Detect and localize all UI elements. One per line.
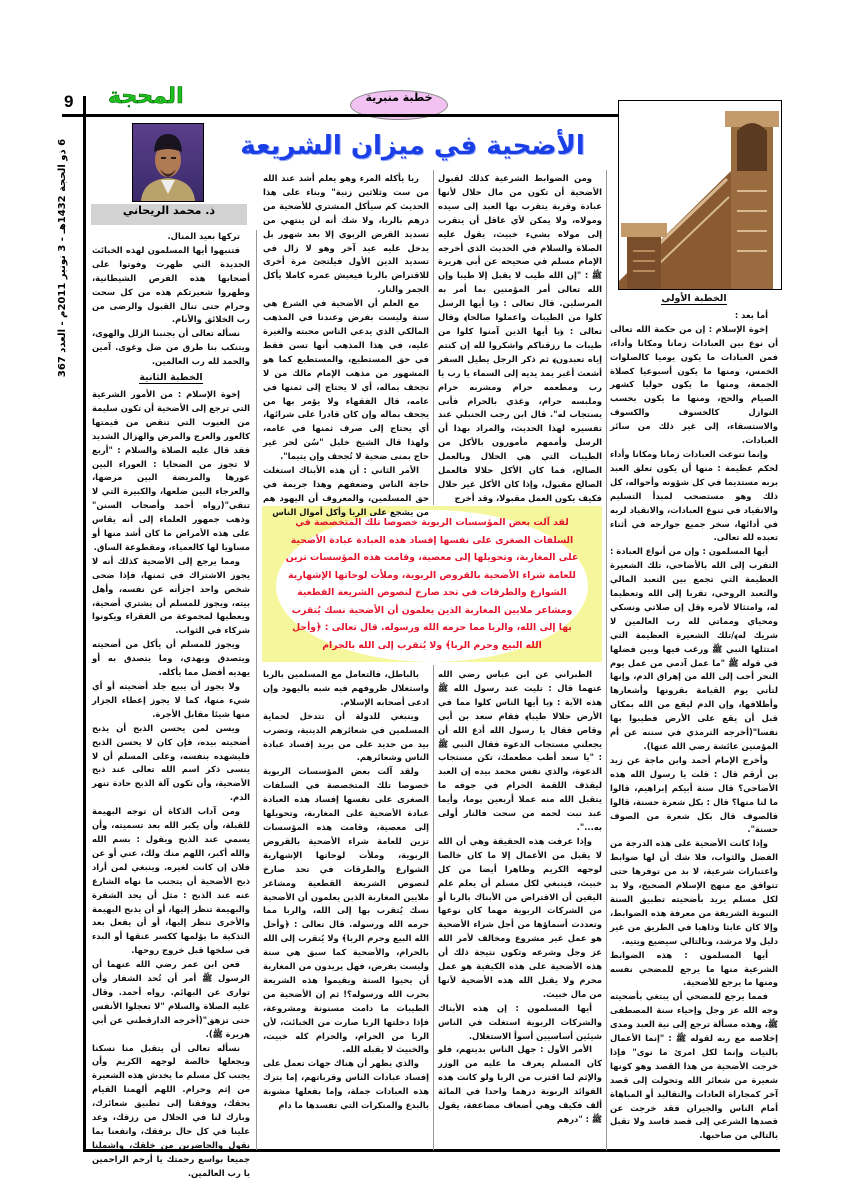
- paragraph: ومن الضوابط الشرعية كذلك لقبول الأضحية أن تكون من مال حلال لأنها عبادة وقربة يتقرب بها العبد إلى سيده ومولاه، ولا يمكن لأي عاقل أن يتقرب إلى مولاه بشيء خبيث، يقول عليه الصلاة والسلام في الحديث الذي أخرجه الإمام مسلم في صحيحه عن أبي هريرة ﷺ : "إن الله طيب لا يقبل إلا طيبا وإن الله تعالى أمر المؤمنين بما أمر به المرسلين. قال تعالى : ﴿يا أيها الرسل كلوا من الطيبات واعملوا صالحا﴾ وقال تعالى : ﴿يا أيها الذين آمنوا كلوا من طيبات ما رزقناكم واشكروا لله إن كنتم إياه تعبدون﴾ ثم ذكر الرجل يطيل السفر أشعث أغبر يمد يديه إلى السماء يا رب يا رب ومطعمه حرام ومشربه حرام وملبسه حرام، وغذي بالحرام فأنى يستجاب له". قال ابن رجب الحنبلي عند تفسيره لهذا الحديث، والمراد بهذا أن الرسل وأممهم مأمورون بالأكل من الطيبات التي هي الحلال وبالعمل الصالح، فما كان الأكل حلالا فالعمل الصالح مقبول، وإذا كان الأكل غير حلال فكيف يكون العمل مقبولا، وقد أخرج: [438, 173, 602, 503]
- section-badge: خطبة منبرية: [350, 90, 448, 120]
- paragraph: بالباطل، فالتعامل مع المسلمين بالربا واستغلال ظروفهم فيه شبه باليهود وإن ادعى أصحابه الإسلام.: [263, 669, 429, 707]
- subheading-row: [92, 371, 250, 385]
- paragraph: فتنبهوا أيها المسلمون لهذه الخبائث الجديدة التي ظهرت وفوتوا على أصحابها هذه الفرص الشيطانية، وطهروا شعيرتكم هذه من كل سحت وحرام حتى تنال القبول والرضى من رب الخلائق والأنام.: [92, 244, 250, 325]
- paragraph: وينبغي للدولة أن تتدخل لحماية المسلمين في شعائرهم الدينية، وتضرب بيد من حديد على من يريد إفساد عبادة الناس وشعائرهم.: [263, 710, 429, 763]
- paragraph: ويسن لمن يحسن الذبح أن يذبح أضحيته بيده، فإن كان لا يحسن الذبح فليشهده بنفسه، وعلى المسلم أن لا ينسى ذكر اسم الله تعالى عند ذبح الأضحية، وأن تكون آلة الذبح حادة تنهر الدم.: [92, 722, 250, 803]
- column-divider: [433, 665, 434, 1150]
- paragraph: وإنما تنوعت العبادات زمانا ومكانا وأداء لحكم عظيمة : منها أن يكون تعلق العبد بربه مستديما في كل شؤونه وأحواله، كل ذلك وهو مستصحب لمبدأ التسليم والانقياد في تنوع العبادات، والانقياد لربه في أدائها، سخر جميع جوارحه في أثناء تعبده لله تعالى.: [610, 448, 778, 543]
- paragraph: فمما يرجع للمضحي أن يبتغي بأضحيته وجه الله عز وجل وإحياء سنة المصطفى ﷺ، وهذه مسألة ترجع إلى نية العبد ومدى إخلاصه مع ربه لقوله ﷺ : "إنما الأعمال بالنيات وإنما لكل امرئ ما نوى" فإذا خرجت الأضحية من هذا القصد وهو كونها شعيرة من شعائر الله وتحولت إلى قصد آخر كمجاراة العادات والتقاليد أو المباهاة أمام الناس والجيران فقد خرجت عن قصدها الشرعي إلى قصد فاسد ولا تقبل بالتالي من صاحبها.: [610, 991, 778, 1141]
- paragraph: الأمر الثاني : أن هذه الأبناك استغلت حاجة الناس وضعفهم وهذا جريمة في حق المسلمين، والمعروف أن اليهود هم من يشجع على الربا وأكل أموال الناس: [263, 465, 429, 517]
- column-center-top: [263, 172, 429, 517]
- column-divider: [606, 170, 607, 1150]
- pull-quote-text: لقد آلت بعض المؤسسات الربوية خصوصا تلك المتخصصة في السلفات الصغرى على نفسها إفساد هذه العبادة عبادة الأضحية على المغاربة، وتحويلها إلى معصية، وقامت هذه المؤسسات تزين للعامة شراء الأضحية بالقروض الربوية، وملأت لوحاتها الإشهارية الشوارع والطرقات في تحد صارخ لنصوص الشريعة القطعية ومشاعر ملايين المغاربة الذين يعلمون أن الأضحية نسك يُتقرب بها إلى الله، والربا مما حرمه الله ورسوله. قال تعالى : ﴿وأحل الله البيع وحرم الربا﴾ ولا يُتقرب إلى الله بالحرام: [285, 517, 579, 651]
- dateline: 6 ذو الحجة 1432هـ - 3 نونبر 2011م - العدد 367: [57, 138, 68, 378]
- minbar-illustration-icon: [619, 101, 781, 289]
- paragraph: وإذا كانت الأضحية على هذه الدرجة من الفضل والثواب، فلا شك أن لها ضوابط واعتبارات شرعية، لا بد من توفرها حتى تتوافق مع منهج الإسلام الصحيح، ولا بد لكل مسلم يريد بأضحيته تطبيق السنة النبوية الشريفة من معرفة هذه الضوابط، وإلا كان عابثا وذاهبا في الطريق من غير دليل ولا مرشد، وبالتالي سيضيع ويتيه.: [610, 838, 778, 946]
- subheading-row: [610, 292, 778, 306]
- paragraph: أيها المسلمون : هذه الضوابط الشرعية منها ما يرجع للمضحي نفسه ومنها ما يرجع للأضحية.: [610, 949, 778, 988]
- paragraph: نسأله تعالى أن يتقبل منا نسكنا ويجعلها خالصة لوجهه الكريم وأن يجنب كل مسلم ما يخدش هذه الشعيرة من إثم وحرام. اللهم ألهمنا القيام بحقك، ووفقنا إلى تطبيق شعائرك، وبارك لنا في الحلال من رزقك، وعد علينا في كل حال برفقك، وانفعنا بما نقول والحاضرين من خلقك، واشملنا جميعا بواسع رحمتك يا أرحم الراحمين يا رب العالمين.: [92, 1042, 250, 1178]
- newspaper-logo: المحجة: [108, 84, 184, 109]
- column-divider: [256, 230, 257, 1150]
- paragraph: ومما يرجع إلى الأضحية كذلك أنه لا يجوز الاشتراك في ثمنها، فإذا ضحى شخص واحد اجزأته عن نفسه، وأهل بيته، ويجوز للمسلم أن يشتري أضحية، ويعطيها لمجموعة من الفقراء ويكونوا شركاء في الثواب.: [92, 555, 250, 636]
- paragraph: ويجوز للمسلم أن يأكل من أضحيته ويتصدق ويهدي، وما يتصدق به أو يهديه أفضل مما يأكله.: [92, 639, 250, 678]
- paragraph: فعن ابن عمر رضي الله عنهما أن الرسول ﷺ أمر أن تُحد الشفار وأن توارى عن البهائم. رواه أحمد. وقال عليه الصلاة والسلام "لا تعجلوا الأنفس حتى تزهق"(أخرجه الدارقطني عن أبي هريرة ﷺ).: [92, 959, 250, 1039]
- paragraph: وإذا عرفت هذه الحقيقة وهي أن الله لا يقبل من الأعمال إلا ما كان خالصا لوجهه الكريم وطاهرا أيضا من كل خبيث، فينبغي لكل مسلم أن يعلم علم اليقين أن الاقتراض من الأبناك بالربا أو من الشركات الربوية مهما كان نوعها وتعددت أسماؤها من أجل شراء الأضحية هو عمل غير مشروع ومخالف لأمر الله عز وجل وشرعه وتكون نتيجة ذلك أن هذه الأضحية على هذه الكيفية هو عمل محرم ولا يقبل الله هذه الأضحية لأنها من مال خبيث.: [438, 835, 602, 999]
- subheading: الخطبة الأولى: [661, 293, 727, 304]
- paragraph: نسأله تعالى أن يجنبنا الزلل والهوى، ويتنكب بنا طرق من ضل وغوى. آمين والحمد لله رب العالمين.: [92, 328, 250, 367]
- column-middle-bottom: [438, 668, 602, 1148]
- paragraph: أما بعد :: [734, 309, 768, 320]
- vertical-rule: [83, 96, 86, 1152]
- column-divider: [433, 170, 434, 505]
- paragraph: الأمر الأول : جهل الناس بدينهم، فلو كان المسلم يعرف ما عليه من الوزر والإثم لما اقترب من الربا ولو كانت هذه الفوائد الربوية درهما واحدا في المائة ألف فكيف وهي أضعاف مضاعفة، يقول ﷺ : "درهم: [438, 1044, 602, 1124]
- paragraph: ومن آداب الذكاة أن توجه البهيمة للقبلة، وأن يكبر الله بعد تسميته، وأن يسمي عند الذبح ويقول : بسم الله والله أكبر، اللهم منك ولك، عني أو عن فلان إن كانت لغيره. وينبغي لمن أراد ذبح الأضحية أن يتجنب ما نهاه الشارع عنه عند الذبح : مثل أن يحد الشفرة والبهيمة تنظر إليها، أو أن يذبح البهيمة والأخرى تنظر إليها، أو أن يفعل بعد التذكية ما يؤلمها ككسر عنقها أو البدء في سلخها قبل خروج روحها.: [92, 806, 250, 956]
- paragraph: ربا يأكله المرء وهو يعلم أشد عند الله من ست وثلاثين زنية" وبناء على هذا الحديث كم سيأكل المشتري للأضحية من درهم بالربا، ولا شك أنه لن ينتهي من تسديد القرض الربوي إلا بعد شهور بل يدخل عليه عيد آخر وهو لا زال في تسديد الدين الأول فيلتجئ مرة أخرى للاقتراض بالربا فيعيش عمره كاملا يأكل الجمر والنار.: [263, 173, 429, 295]
- paragraph: والذي يظهر أن هناك جهات تعمل على إفساد عبادات الناس وقرباتهم، إما بترك هذه العبادات جملة، وإما بفعلها مشوبة بالبدع والمنكرات التي تفسدها ما دام: [263, 1058, 429, 1111]
- paragraph: إخوة الإسلام : من الأمور الشرعية التي ترجع إلى الأضحية أن تكون سليمة من العيوب التي تنقص من قيمتها كالعور والعرج والمرض والهزال الشديد فقد قال عليه الصلاة والسلام : "أربع لا تجوز من الضحايا : العوراء البين عورها والمريضة البين مرضها، والعرجاء البين ضلعها، والكبيرة التي لا تنقي"(رواه أحمد وأصحاب السنن" وذهب جمهور العلماء إلى أنه يقاس على هذه الأمراض ما كان أشد منها أو مساويا لها كالعمياء، ومقطوعة الساق.: [92, 388, 250, 552]
- author-portrait-icon: [133, 124, 203, 201]
- paragraph: ولقد آلت بعض المؤسسات الربوية خصوصا تلك المتخصصة في السلفات الصغرى على نفسها إفساد هذه العبادة عبادة الأضحية على المغاربة، وتحويلها إلى معصية، وقامت هذه المؤسسات تزين للعامة شراء الأضحية بالقروض الربوية، وملأت لوحاتها الإشهارية الشوارع والطرقات في تحد صارخ لنصوص الشريعة القطعية ومشاعر ملايين المغاربة الذين يعلمون أن الأضحية نسك يُتقرب بها إلى الله، والربا مما حرمه الله ورسوله. قال تعالى : ﴿وأحل الله البيع وحرم الربا﴾ ولا يُتقرب إلى الله بالحرام، والأضحية كما سبق هي سنة وليست بفرض، فهل يريدون من المغاربة أن يحيوا السنة ويقيموا هذه الشريعة بحرب الله ورسوله؟! ثم إن الأضحية من الطيبات ما دامت مسنونة ومشروعة، فإذا دخلتها الربا صارت من الخبائث، لأن الربا من الحرام، والحرام كله خبيث، والخبيث لا يقبله الله.: [263, 766, 429, 1055]
- paragraph: أيها المسلمون : وإن من أنواع العبادة : التقرب إلى الله بالأضاحي، تلك الشعيرة العظيمة التي تجمع بين التعبد المالي والتعبد الروحي، تقربا إلى الله وتعظيما له، وامتثالا لأمره ﴿قل إن صلاتي ونسكي ومحياي ومماتي لله رب العالمين لا شريك له﴾/تلك الشعيرة العظيمة التي امتثلها النبي ﷺ ورغب فيها وبين فضلها في قوله ﷺ "ما عمل آدمي من عمل يوم النحر أحب إلى الله من إهراق الدم، وإنها لتأتي يوم القيامة بقرونها وأشعارها وأظلافها، وإن الدم ليقع من الله بمكان قبل أن يقع على الأرض فطيبوا بها نفسا"(أخرجه الترمذي في سننه عن أم المؤمنين عائشة رضي الله عنها).: [610, 546, 778, 751]
- page-number: 9: [64, 92, 74, 111]
- column-center-bottom: [263, 668, 429, 1148]
- minbar-image: [618, 100, 782, 290]
- paragraph: وأخرج الإمام أحمد وابن ماجة عن زيد بن أرقم قال : قلت يا رسول الله هذه الأضاحي؟ قال سنة أبيكم إبراهيم، قالوا ما لنا منها؟ قال : بكل شعرة حسنة، قالوا فالصوف قال بكل شعرة من الصوف حسنة".: [610, 754, 778, 835]
- paragraph: ولا يجوز أن يبيع جلد أضحيته أو أي شيء منها، كما لا يجوز إعطاء الجزار منها شيئا مقابل الأجرة.: [92, 681, 250, 719]
- article-title: الأضحية في ميزان الشريعة: [240, 131, 585, 161]
- paragraph: أيها المسلمون : إن هذه الأبناك والشركات الربوية استغلت في الناس شيئين أساسيين أسوأ الاستغلال.: [438, 1002, 602, 1041]
- column-right: [610, 290, 778, 1148]
- paragraph: إخوة الإسلام : إن من حكمة الله تعالى أن نوع بين العبادات زمانا ومكانا وأداء، فمن العبادات ما يكون يوميا كالصلوات الخمس، ومنها ما يكون أسبوعيا كصلاة الجمعة، ومنها ما يكون حوليا كشهر الصيام والحج، ومنها ما يكون بحسب النوازل كالخسوف والكسوف والاستسقاء، إلى غير ذلك من سائر العبادات.: [610, 323, 778, 446]
- subheading: الخطبة الثانية: [139, 372, 203, 384]
- column-left: [92, 230, 250, 1178]
- author-name: ذ. محمد الريحاني: [91, 204, 247, 225]
- pull-quote: [262, 506, 602, 662]
- paragraph: الطبراني عن ابن عباس رضي الله عنهما قال : تليت عند رسول الله ﷺ هذه الآية : ﴿يا أيها الناس كلوا مما في الأرض حلالا طيبا﴾ فقام سعد بن أبي وقاص فقال يا رسول الله أدع الله أن يجعلني مستجاب الدعوة فقال النبي ﷺ : "يا سعد أطب مطعمك، تكن مستجاب الدعوة، والذي نفس محمد بيده إن العبد ليقذف اللقمة الحرام في جوفه ما يتقبل الله منه عملا أربعين يوما، وأيما عبد نبت لحمه من سحت فالنار أولى به...".: [438, 669, 602, 832]
- column-middle-top: [438, 172, 602, 504]
- author-photo: [132, 123, 204, 202]
- paragraph: تركها بعيد المنال.: [167, 231, 240, 241]
- paragraph: مع العلم أن الأضحية في الشرع هي سنة وليست بفرض وعندنا في المذهب المالكي الذي يدعي الناس محبته والغيرة عليه، في هذا المذهب أنها تسن فقط في حق المستطيع، والمستطيع كما هو المشهور من مذهب الإمام مالك من لا تجحف بماله، أي لا يحتاج إلى ثمنها في عامه، قال الفقهاء ولا يؤمر بها من يجحف بماله وإن كان قادرا على شرائها، أي يحتاج إلى صرف ثمنها في عامه، ولهذا قال الشيخ خليل "سُن لحر غير حاج بمنى ضحية لا تُجحف وإن يتيما".: [263, 298, 429, 462]
